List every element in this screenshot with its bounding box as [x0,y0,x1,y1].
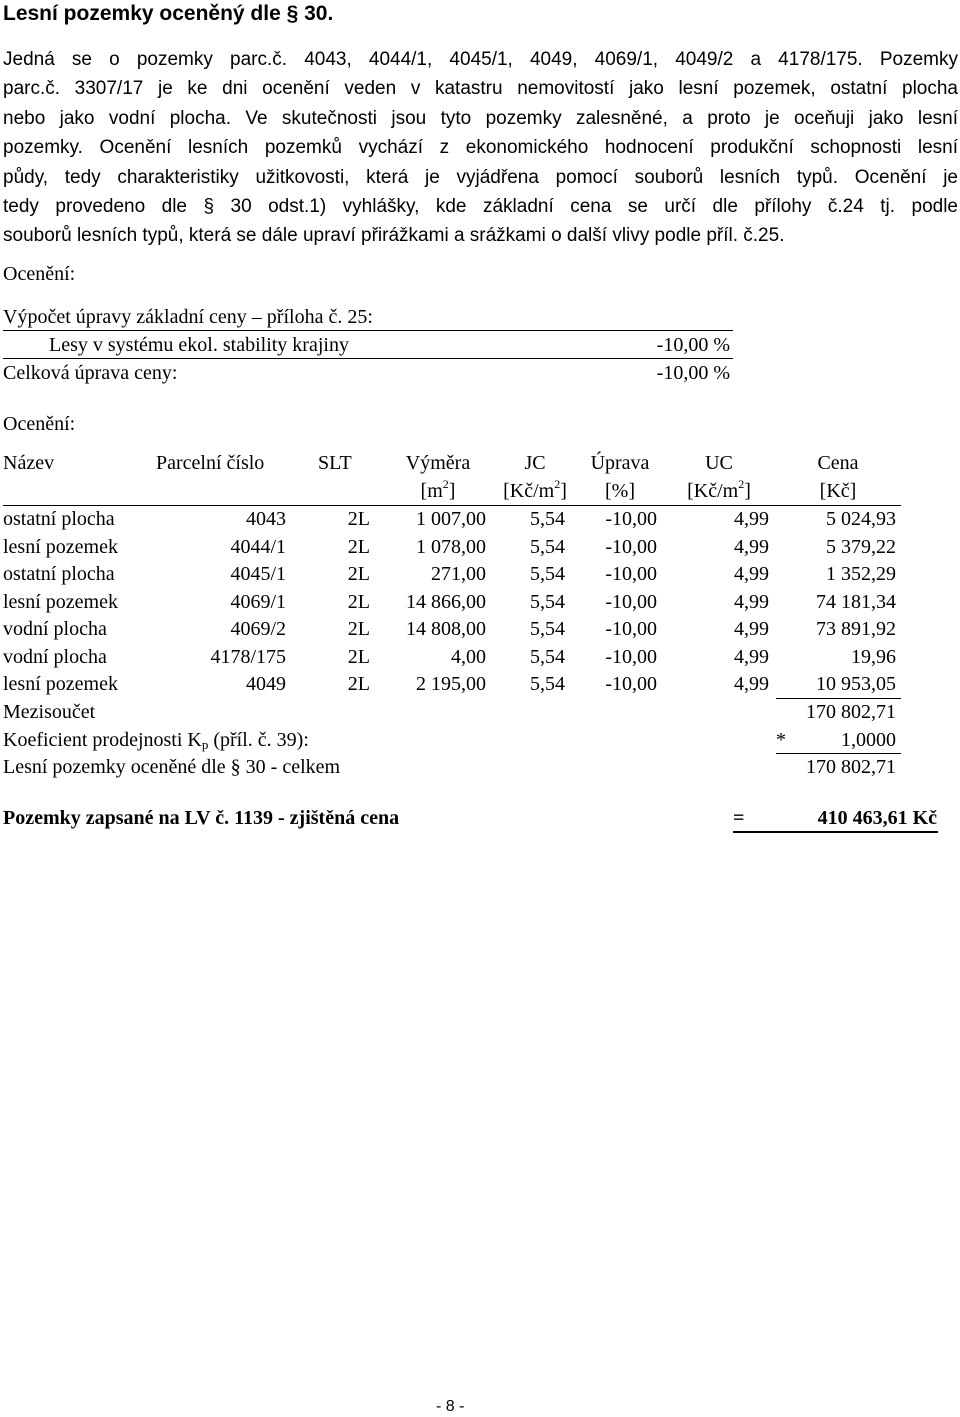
coefficient-value: 1,0000 [841,729,896,751]
paragraph-line: parc.č. 3307/17 je ke dni ocenění veden v katastru nemovitostí jako lesní pozemek, ostatní plocha [3,78,958,100]
cell-jc: 5,54 [530,646,565,668]
header-parcel: Parcelní číslo [156,452,265,474]
adjustment-row-value: -10,00 % [656,334,730,356]
header-uc-unit: $[Kč/m^2]$ [687,477,751,502]
cell-slt: 2L [347,508,370,530]
cell-uc: 4,99 [734,673,769,695]
cell-area: 4,00 [451,646,486,668]
cell-slt: 2L [347,646,370,668]
cell-name: vodní plocha [3,646,107,668]
valuation-label: Ocenění: [3,263,76,285]
header-jc: JC [524,452,546,474]
paragraph-line: půdy, tedy charakteristiky užitkovosti, která je vyjádřena pomocí souborů lesních typů. Ocenění je [3,166,958,188]
cell-area: 1 007,00 [416,508,486,530]
cell-uc: 4,99 [734,591,769,613]
header-adjustment: Úprava [590,452,650,474]
cell-adjustment: -10,00 [605,646,657,668]
cell-name: ostatní plocha [3,563,115,585]
subtotal-value: 170 802,71 [806,701,896,723]
cell-adjustment: -10,00 [605,563,657,585]
cell-adjustment: -10,00 [605,508,657,530]
adjustment-total-value: -10,00 % [656,362,730,384]
cell-parcel: 4044/1 [230,536,286,558]
cell-price: 5 024,93 [826,508,896,530]
cell-jc: 5,54 [530,563,565,585]
cell-slt: 2L [347,563,370,585]
cell-name: lesní pozemek [3,536,118,558]
header-adjustment-unit: [%] [605,480,635,502]
paragraph-line: souborů lesních typů, která se dále upraví přirážkami a srážkami o další vlivy podle příl. č.25. [3,225,785,247]
cell-area: 271,00 [431,563,486,585]
cell-adjustment: -10,00 [605,591,657,613]
cell-area: 1 078,00 [416,536,486,558]
cell-name: lesní pozemek [3,673,118,695]
header-uc: UC [705,452,733,474]
adjustment-row-rule [3,358,733,359]
header-area-unit: $[m^2]$ [420,477,456,502]
cell-slt: 2L [347,618,370,640]
paragraph-line: nebo jako vodní plocha. Ve skutečnosti jsou tyto pozemky zalesněné, a proto je oceňuji jako lesní [3,107,958,129]
cell-area: 2 195,00 [416,673,486,695]
cell-area: 14 866,00 [406,591,486,613]
cell-jc: 5,54 [530,673,565,695]
cell-uc: 4,99 [734,618,769,640]
valuation-label: Ocenění: [3,413,76,435]
cell-price: 74 181,34 [816,591,896,613]
header-area: Výměra [405,452,471,474]
cell-jc: 5,54 [530,591,565,613]
header-jc-unit: $[Kč/m^2]$ [503,477,567,502]
cell-area: 14 808,00 [406,618,486,640]
final-price-label: Pozemky zapsané na LV č. 1139 - zjištěná cena [3,807,400,829]
cell-price: 10 953,05 [816,673,896,695]
multiply-symbol: * [776,729,786,751]
adjustment-row-label: Lesy v systému ekol. stability krajiny [49,334,349,356]
cell-parcel: 4178/175 [210,646,286,668]
cell-adjustment: -10,00 [605,536,657,558]
paragraph-line: pozemky. Ocenění lesních pozemků vychází z ekonomického hodnocení produkční schopnosti lesní [3,137,958,159]
cell-slt: 2L [347,536,370,558]
subtotal-label: Mezisoučet [3,701,96,723]
cell-parcel: 4045/1 [230,563,286,585]
cell-adjustment: -10,00 [605,673,657,695]
cell-name: ostatní plocha [3,508,115,530]
cell-price: 73 891,92 [816,618,896,640]
coefficient-label: Koeficient prodejnosti $K_p$ (příl. č. 39): [3,729,309,752]
cell-name: vodní plocha [3,618,107,640]
page-heading: Lesní pozemky oceněný dle § 30. [3,2,334,25]
adjustment-total-label: Celková úprava ceny: [3,362,178,384]
price-column-rule [776,698,901,699]
cell-jc: 5,54 [530,536,565,558]
cell-adjustment: -10,00 [605,618,657,640]
cell-parcel: 4069/1 [230,591,286,613]
cell-uc: 4,99 [734,508,769,530]
header-rule [3,505,901,506]
header-price: Cena [817,452,859,474]
final-price-underline [733,831,938,833]
cell-uc: 4,99 [734,536,769,558]
cell-price: 1 352,29 [826,563,896,585]
cell-jc: 5,54 [530,508,565,530]
adjustment-heading: Výpočet úpravy základní ceny – příloha č. 25: [3,306,373,328]
cell-price: 19,96 [851,646,896,668]
cell-parcel: 4049 [246,673,286,695]
equals-sign: = [733,807,745,829]
adjustment-heading-rule [3,330,733,331]
section-total-label: Lesní pozemky oceněné dle § 30 - celkem [3,756,341,778]
header-slt: SLT [318,452,352,474]
paragraph-line: Jedná se o pozemky parc.č. 4043, 4044/1, 4045/1, 4049, 4069/1, 4049/2 a 4178/175. Pozemky [3,49,958,70]
cell-slt: 2L [347,591,370,613]
paragraph-line: tedy provedeno dle § 30 odst.1) vyhlášky, kde základní cena se určí dle přílohy č.24 tj. podle [3,195,958,217]
cell-price: 5 379,22 [826,536,896,558]
header-price-unit: [Kč] [819,480,857,502]
final-price-value: 410 463,61 Kč [817,807,937,829]
page-number: - 8 - [436,1398,465,1415]
cell-parcel: 4069/2 [230,618,286,640]
intro-paragraph [3,45,958,251]
cell-uc: 4,99 [734,563,769,585]
coefficient-rule [776,753,901,754]
cell-parcel: 4043 [246,508,286,530]
cell-jc: 5,54 [530,618,565,640]
cell-uc: 4,99 [734,646,769,668]
header-name: Název [3,452,55,474]
section-total-value: 170 802,71 [806,756,896,778]
cell-name: lesní pozemek [3,591,118,613]
cell-slt: 2L [347,673,370,695]
